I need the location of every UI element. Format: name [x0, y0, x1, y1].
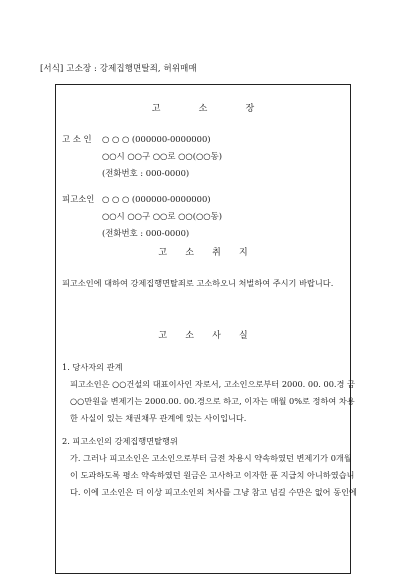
section-heading: 1. 당사자의 관계 [62, 362, 123, 372]
paragraph-line: ○○만원을 변제기는 2000.00. 00.경으로 하고, 이자는 매월 0%로 정하여 차용 [70, 396, 355, 406]
document-title [56, 101, 350, 114]
facts-title-char: 소 [185, 331, 194, 341]
facts-title [56, 328, 350, 341]
document-heading: [서식] 고소장 : 강제집행면탈죄, 허위매매 [40, 64, 197, 74]
paragraph-line: 한 사실이 있는 채권채무 관계에 있는 사이입니다. [70, 413, 247, 423]
complaint-form [55, 84, 357, 574]
paragraph-line: 피고소인은 ○○건설의 대표이사인 자로서, 고소인으로부터 2000. 00. 00.경 금 [70, 379, 355, 389]
paragraph-line: 가. 그러나 피고소인은 고소인으로부터 금전 차용시 약속하였던 변제기가 0개월 [70, 453, 352, 463]
title-char: 장 [245, 104, 255, 114]
paragraph-line: 다. 이에 고소인은 더 이상 피고소인의 처사를 그냥 참고 넘길 수만은 없어 동인에 [70, 487, 357, 497]
purpose-title-char: 소 [185, 248, 194, 258]
purpose-title-char: 고 [158, 248, 168, 258]
title-char: 고 [151, 104, 161, 114]
accused-block [62, 191, 222, 242]
purpose-text: 피고소인에 대하여 강제집행면탈죄로 고소하오니 처벌하여 주시기 바랍니다. [62, 278, 334, 288]
accused-phone: (전화번호 : 000-0000) [102, 228, 190, 238]
purpose-title-char: 취 [212, 248, 221, 258]
accused-name-id: ○ ○ ○ (000000-0000000) [102, 194, 211, 204]
title-char: 소 [198, 104, 208, 114]
complainant-role: 고 소 인 [62, 134, 92, 144]
section-heading: 2. 피고소인의 강제집행면탈행위 [62, 436, 178, 446]
facts-title-char: 고 [158, 331, 168, 341]
complainant-block [62, 131, 222, 182]
accused-role: 피고소인 [62, 194, 95, 204]
paragraph-line: 이 도과하도록 평소 약속하였던 원금은 고사하고 이자한 푼 지급치 아니하였습니 [70, 470, 355, 480]
facts-title-char: 실 [238, 331, 248, 341]
complainant-name-id: ○ ○ ○ (000000-0000000) [102, 134, 211, 144]
purpose-title [56, 245, 350, 258]
section-relationship [62, 359, 355, 427]
purpose-title-char: 지 [238, 248, 248, 258]
accused-address: ○○시 ○○구 ○○로 ○○(○○동) [102, 211, 222, 221]
section-evasion [62, 433, 357, 501]
complainant-phone: (전화번호 : 000-0000) [102, 168, 190, 178]
facts-title-char: 사 [212, 331, 221, 341]
complainant-address: ○○시 ○○구 ○○로 ○○(○○동) [102, 151, 222, 161]
